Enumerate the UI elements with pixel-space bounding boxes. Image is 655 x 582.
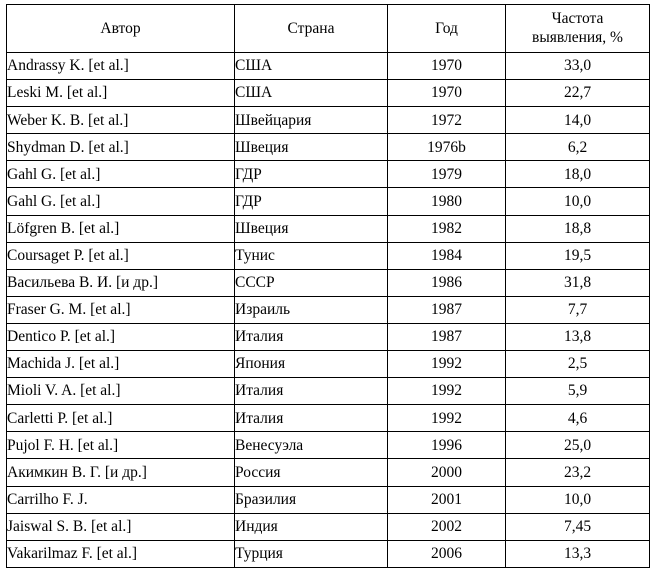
column-header-frequency-line2: выявления, %: [532, 28, 623, 46]
cell-country: Япония: [235, 351, 388, 378]
cell-country: Швеция: [235, 215, 388, 242]
cell-author: Fraser G. M. [et al.]: [7, 296, 235, 323]
cell-author: Shydman D. [et al.]: [7, 134, 235, 161]
cell-year: 1970: [388, 53, 506, 80]
cell-country: Турция: [235, 540, 388, 567]
cell-year: 2006: [388, 540, 506, 567]
cell-frequency: 22,7: [506, 80, 650, 107]
table-row: [7, 405, 650, 432]
cell-frequency: 5,9: [506, 378, 650, 405]
cell-country: США: [235, 53, 388, 80]
cell-author: Mioli V. A. [et al.]: [7, 378, 235, 405]
cell-year: 2001: [388, 486, 506, 513]
table-header-row: [7, 5, 650, 53]
cell-country: Индия: [235, 513, 388, 540]
cell-year: 1970: [388, 80, 506, 107]
table-row: [7, 134, 650, 161]
cell-country: Швеция: [235, 134, 388, 161]
cell-author: Dentico P. [et al.]: [7, 323, 235, 350]
cell-country: Тунис: [235, 242, 388, 269]
cell-country: Израиль: [235, 296, 388, 323]
cell-year: 1972: [388, 107, 506, 134]
cell-frequency: 23,2: [506, 459, 650, 486]
cell-year: 1992: [388, 378, 506, 405]
cell-author: Machida J. [et al.]: [7, 351, 235, 378]
cell-frequency: 19,5: [506, 242, 650, 269]
cell-author: Gahl G. [et al.]: [7, 161, 235, 188]
cell-frequency: 6,2: [506, 134, 650, 161]
cell-country: Италия: [235, 378, 388, 405]
cell-author: Weber K. B. [et al.]: [7, 107, 235, 134]
cell-frequency: 18,0: [506, 161, 650, 188]
table-row: [7, 53, 650, 80]
cell-frequency: 7,45: [506, 513, 650, 540]
cell-country: США: [235, 80, 388, 107]
cell-country: Швейцария: [235, 107, 388, 134]
cell-frequency: 13,3: [506, 540, 650, 567]
cell-year: 1976b: [388, 134, 506, 161]
table-row: [7, 215, 650, 242]
column-header-author: Автор: [7, 5, 235, 53]
table-row: [7, 188, 650, 215]
cell-year: 1987: [388, 323, 506, 350]
cell-frequency: 2,5: [506, 351, 650, 378]
cell-author: Акимкин В. Г. [и др.]: [7, 459, 235, 486]
cell-year: 2002: [388, 513, 506, 540]
table-row: [7, 540, 650, 567]
cell-year: 2000: [388, 459, 506, 486]
cell-year: 1984: [388, 242, 506, 269]
data-table-container: [6, 4, 649, 568]
data-table: [6, 4, 650, 568]
table-row: [7, 269, 650, 296]
cell-frequency: 31,8: [506, 269, 650, 296]
cell-year: 1979: [388, 161, 506, 188]
cell-author: Pujol F. H. [et al.]: [7, 432, 235, 459]
table-row: [7, 351, 650, 378]
table-row: [7, 459, 650, 486]
cell-country: СССР: [235, 269, 388, 296]
table-row: [7, 486, 650, 513]
table-row: [7, 161, 650, 188]
table-row: [7, 242, 650, 269]
table-body: [7, 53, 650, 568]
cell-author: Coursaget P. [et al.]: [7, 242, 235, 269]
cell-author: Carrilho F. J.: [7, 486, 235, 513]
cell-year: 1992: [388, 405, 506, 432]
cell-country: ГДР: [235, 161, 388, 188]
cell-author: Васильева В. И. [и др.]: [7, 269, 235, 296]
cell-author: Jaiswal S. B. [et al.]: [7, 513, 235, 540]
cell-author: Carletti P. [et al.]: [7, 405, 235, 432]
table-row: [7, 296, 650, 323]
cell-country: Венесуэла: [235, 432, 388, 459]
column-header-year: Год: [388, 5, 506, 53]
column-header-frequency-line1: Частота: [551, 10, 604, 28]
column-header-frequency: [506, 5, 650, 53]
cell-frequency: 10,0: [506, 486, 650, 513]
cell-author: Andrassy K. [et al.]: [7, 53, 235, 80]
cell-frequency: 25,0: [506, 432, 650, 459]
cell-author: Löfgren B. [et al.]: [7, 215, 235, 242]
cell-frequency: 14,0: [506, 107, 650, 134]
cell-author: Gahl G. [et al.]: [7, 188, 235, 215]
cell-frequency: 4,6: [506, 405, 650, 432]
cell-year: 1992: [388, 351, 506, 378]
cell-country: Италия: [235, 323, 388, 350]
table-header: [7, 5, 650, 53]
table-row: [7, 107, 650, 134]
cell-frequency: 10,0: [506, 188, 650, 215]
cell-frequency: 18,8: [506, 215, 650, 242]
table-row: [7, 432, 650, 459]
cell-country: Бразилия: [235, 486, 388, 513]
table-row: [7, 80, 650, 107]
cell-year: 1980: [388, 188, 506, 215]
cell-year: 1996: [388, 432, 506, 459]
cell-year: 1986: [388, 269, 506, 296]
cell-country: Россия: [235, 459, 388, 486]
table-row: [7, 378, 650, 405]
table-row: [7, 513, 650, 540]
cell-frequency: 33,0: [506, 53, 650, 80]
cell-country: ГДР: [235, 188, 388, 215]
column-header-country: Страна: [235, 5, 388, 53]
cell-author: Leski M. [et al.]: [7, 80, 235, 107]
cell-frequency: 13,8: [506, 323, 650, 350]
cell-frequency: 7,7: [506, 296, 650, 323]
cell-year: 1987: [388, 296, 506, 323]
table-row: [7, 323, 650, 350]
cell-year: 1982: [388, 215, 506, 242]
cell-author: Vakarilmaz F. [et al.]: [7, 540, 235, 567]
cell-country: Италия: [235, 405, 388, 432]
